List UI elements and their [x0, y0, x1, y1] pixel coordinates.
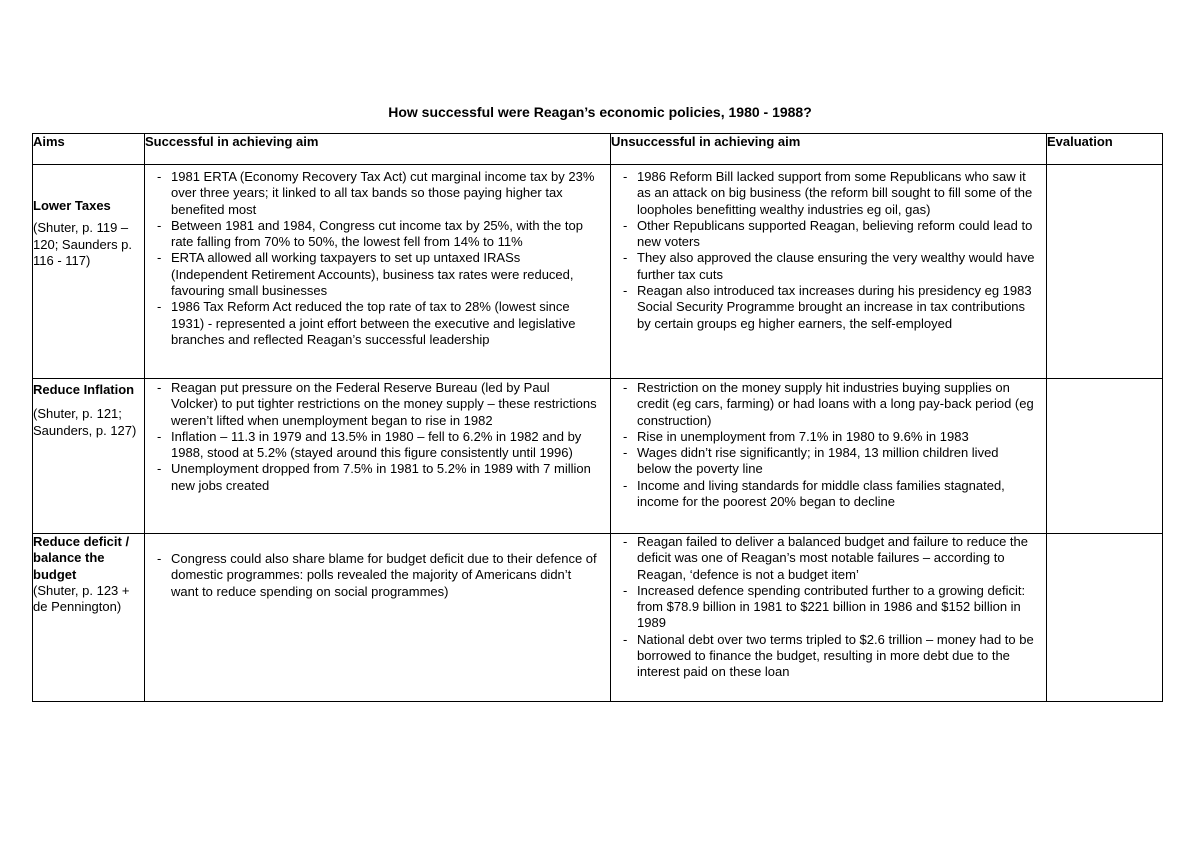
list-item: - ERTA allowed all working taxpayers to set up untaxed IRASs (Independent Retirement Accounts), business tax rates were reduced, favouring small businesses	[145, 250, 610, 299]
evaluation-cell[interactable]	[1047, 379, 1163, 534]
successful-cell	[145, 379, 611, 534]
aim-cell	[33, 165, 145, 379]
evaluation-cell[interactable]	[1047, 165, 1163, 379]
list-item: - Congress could also share blame for budget deficit due to their defence of domestic programmes: polls revealed the majority of Americans didn’t want to reduce spending on social programmes)	[145, 551, 610, 600]
unsuccessful-cell	[611, 534, 1047, 702]
aim-reference: (Shuter, p. 119 – 120; Saunders p. 116 - 117)	[33, 220, 133, 268]
unsuccessful-list	[611, 169, 1046, 332]
unsuccessful-list	[611, 380, 1046, 510]
list-item: - Between 1981 and 1984, Congress cut income tax by 25%, with the top rate falling from 70% to 50%, the lowest fell from 14% to 11%	[145, 218, 610, 251]
list-item: - Reagan failed to deliver a balanced budget and failure to reduce the deficit was one of Reagan’s most notable failures – according to Reagan, ‘defence is not a budget item’	[611, 534, 1046, 583]
list-item: - Increased defence spending contributed further to a growing deficit: from $78.9 billion in 1981 to $221 billion in 1986 and $152 billion in 1989	[611, 583, 1046, 632]
list-item: - Restriction on the money supply hit industries buying supplies on credit (eg cars, farming) or had loans with a long pay-back period (eg construction)	[611, 380, 1046, 429]
list-item: - Rise in unemployment from 7.1% in 1980 to 9.6% in 1983	[611, 429, 1046, 445]
aim-name: Reduce Inflation	[33, 382, 135, 397]
unsuccessful-list	[611, 534, 1046, 681]
aim-cell	[33, 534, 145, 702]
header-successful: Successful in achieving aim	[145, 134, 611, 165]
aim-reference: (Shuter, p. 121; Saunders, p. 127)	[33, 406, 137, 438]
list-item: - Other Republicans supported Reagan, believing reform could lead to new voters	[611, 218, 1046, 251]
list-item: - Inflation – 11.3 in 1979 and 13.5% in 1980 – fell to 6.2% in 1982 and by 1988, stood at 5.2% (stayed around this figure consistently until 1996)	[145, 429, 610, 462]
list-item: - Unemployment dropped from 7.5% in 1981 to 5.2% in 1989 with 7 million new jobs created	[145, 461, 610, 494]
successful-list	[145, 551, 610, 600]
aim-reference: (Shuter, p. 123 + de Pennington)	[33, 582, 130, 615]
table-header-row	[33, 134, 1163, 165]
successful-cell	[145, 534, 611, 702]
list-item: - Wages didn’t rise significantly; in 1984, 13 million children lived below the poverty line	[611, 445, 1046, 478]
list-item: - Reagan put pressure on the Federal Reserve Bureau (led by Paul Volcker) to put tighter restrictions on the money supply – these restrictions weren’t lifted when unemployment began to rise in 1982	[145, 380, 610, 429]
unsuccessful-cell	[611, 379, 1047, 534]
table-row	[33, 379, 1163, 534]
header-unsuccessful: Unsuccessful in achieving aim	[611, 134, 1047, 165]
successful-list	[145, 380, 610, 494]
successful-cell	[145, 165, 611, 379]
list-item: - Reagan also introduced tax increases during his presidency eg 1983 Social Security Programme brought an increase in tax contributions by certain groups eg higher earners, the self-employed	[611, 283, 1046, 332]
successful-list	[145, 169, 610, 348]
list-item: - Income and living standards for middle class families stagnated, income for the poorest 20% began to decline	[611, 478, 1046, 511]
table-row	[33, 165, 1163, 379]
list-item: - National debt over two terms tripled to $2.6 trillion – money had to be borrowed to finance the budget, resulting in more debt due to the interest paid on these loan	[611, 632, 1046, 681]
aim-name: Reduce deficit / balance the budget	[33, 534, 130, 582]
list-item: - 1986 Tax Reform Act reduced the top rate of tax to 28% (lowest since 1931) - represented a joint effort between the executive and legislative branches and reflected Reagan’s successful leadership	[145, 299, 610, 348]
header-evaluation: Evaluation	[1047, 134, 1163, 165]
page-title: How successful were Reagan’s economic policies, 1980 - 1988?	[388, 104, 812, 120]
list-item: - They also approved the clause ensuring the very wealthy would have further tax cuts	[611, 250, 1046, 283]
list-item: - 1986 Reform Bill lacked support from some Republicans who saw it as an attack on big business (the reform bill sought to fill some of the loopholes benefitting wealthy industries eg oil, gas)	[611, 169, 1046, 218]
evaluation-cell[interactable]	[1047, 534, 1163, 702]
header-aims: Aims	[33, 134, 145, 165]
list-item: - 1981 ERTA (Economy Recovery Tax Act) cut marginal income tax by 23% over three years; it linked to all tax bands so those paying higher tax benefited most	[145, 169, 610, 218]
aim-cell	[33, 379, 145, 534]
aim-name: Lower Taxes	[33, 198, 111, 213]
table-row	[33, 534, 1163, 702]
policy-table	[32, 133, 1163, 702]
unsuccessful-cell	[611, 165, 1047, 379]
